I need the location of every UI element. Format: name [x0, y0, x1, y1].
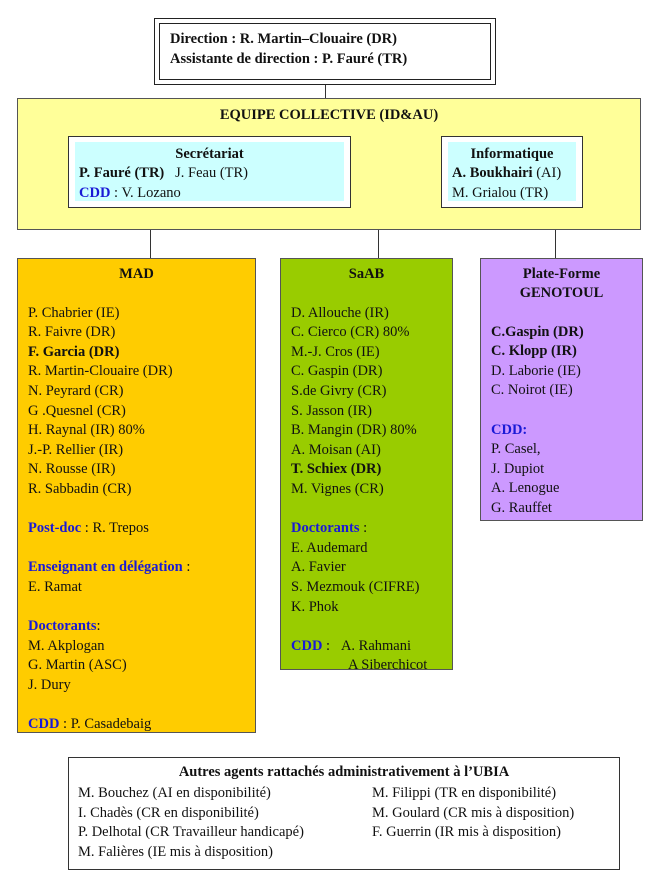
secretariat-member-1: P. Fauré (TR): [79, 165, 165, 181]
saab-member: M. Vignes (CR): [291, 480, 384, 497]
genotoul-cdd-member: A. Lenogue: [491, 480, 560, 497]
genotoul-platform-box: [480, 258, 643, 521]
saab-member: C. Cierco (CR) 80%: [291, 324, 410, 341]
genotoul-member: C. Klopp (IR): [491, 343, 577, 360]
genotoul-member: C. Noirot (IE): [491, 382, 573, 399]
saab-member: T. Schiex (DR): [291, 461, 382, 478]
saab-doctorants-colon: :: [359, 520, 368, 537]
mad-doctorant: M. Akplogan: [28, 637, 105, 654]
saab-doctorant: E. Audemard: [291, 539, 368, 556]
mad-member: R. Martin-Clouaire (DR): [28, 363, 173, 380]
mad-enseignant-colon: :: [182, 559, 191, 576]
genotoul-cdd-member: G. Rauffet: [491, 499, 552, 516]
informatique-member-1: A. Boukhairi: [452, 165, 533, 181]
secretariat-row-cdd: [79, 184, 340, 204]
other-agent: M. Filippi (TR en disponibilité): [372, 785, 557, 801]
mad-member: R. Sabbadin (CR): [28, 480, 132, 497]
mad-enseignant-name: E. Ramat: [28, 578, 82, 595]
mad-doctorants-row: [28, 617, 245, 637]
saab-title: SaAB: [348, 266, 385, 282]
saab-team-box: [280, 258, 453, 674]
other-agent: F. Guerrin (IR mis à disposition): [372, 824, 561, 841]
informatique-member-2: M. Grialou (TR): [452, 184, 549, 201]
mad-doctorants-label: Doctorants: [28, 618, 97, 635]
mad-team-box: [17, 258, 256, 733]
mad-enseignant-label: Enseignant en délégation: [28, 559, 183, 576]
genotoul-cdd-label: CDD: [491, 421, 523, 438]
mad-member: G .Quesnel (CR): [28, 402, 126, 419]
assistant-line: Assistante de direction : P. Fauré (TR): [170, 50, 408, 67]
mad-doctorants-colon: :: [96, 618, 101, 635]
mad-enseignant-row: [28, 558, 245, 578]
other-agents-left-column: [78, 784, 304, 862]
secretariat-member-2: J. Feau (TR): [175, 165, 249, 181]
other-agent: M. Goulard (CR mis à disposition): [372, 804, 575, 821]
mad-cdd-row: [28, 715, 245, 735]
saab-doctorants-label: Doctorants: [291, 520, 360, 537]
saab-cdd-name: A. Rahmani: [340, 637, 412, 654]
saab-doctorant: K. Phok: [291, 598, 339, 615]
secretariat-row-1: [79, 164, 340, 184]
mad-member: N. Rousse (IR): [28, 461, 116, 478]
saab-doctorants-row: [291, 519, 442, 539]
genotoul-title-1: Plate-Forme: [522, 266, 601, 282]
direction-inner-box: [159, 23, 491, 80]
other-agent: P. Delhotal (CR Travailleur handicapé): [78, 824, 304, 841]
informatique-member-1-grade: (AI): [532, 165, 562, 181]
saab-member: S.de Givry (CR): [291, 382, 387, 399]
saab-cdd-name-2: A Siberchicot: [348, 657, 428, 674]
secretariat-cdd-label: CDD: [79, 184, 111, 201]
saab-member: S. Jasson (IR): [291, 402, 372, 419]
secretariat-cdd-name: : V. Lozano: [110, 184, 181, 201]
saab-cdd-colon: :: [322, 637, 331, 654]
direction-box: [154, 18, 496, 85]
mad-doctorant: G. Martin (ASC): [28, 657, 127, 674]
equipe-collective-title: EQUIPE COLLECTIVE (ID&AU): [219, 107, 439, 123]
mad-member: P. Chabrier (IE): [28, 304, 120, 321]
mad-postdoc-row: [28, 519, 245, 539]
mad-member: N. Peyrard (CR): [28, 382, 124, 399]
saab-member: A. Moisan (AI): [291, 441, 381, 458]
mad-member: J.-P. Rellier (IR): [28, 441, 124, 458]
mad-member: F. Garcia (DR): [28, 343, 120, 360]
genotoul-cdd-row: [491, 421, 632, 441]
mad-postdoc-label: Post-doc: [28, 520, 82, 537]
saab-member: D. Allouche (IR): [291, 304, 389, 321]
saab-member: C. Gaspin (DR): [291, 363, 383, 380]
genotoul-cdd-member: J. Dupiot: [491, 460, 545, 477]
mad-cdd-name: : P. Casadebaig: [59, 716, 152, 733]
direction-line: Direction : R. Martin–Clouaire (DR): [170, 31, 397, 47]
mad-postdoc-name: : R. Trepos: [81, 520, 149, 537]
informatique-title: Informatique: [470, 146, 554, 162]
connector-direction-collective: [325, 85, 326, 98]
connector-collective-saab: [378, 230, 379, 258]
genotoul-cdd-member: P. Casel,: [491, 441, 541, 458]
other-agents-title: Autres agents rattachés administrativement à l’UBIA: [178, 764, 510, 780]
other-agents-box: [68, 757, 620, 870]
other-agents-right-column: [372, 784, 574, 843]
saab-doctorant: A. Favier: [291, 559, 346, 576]
saab-member: B. Mangin (DR) 80%: [291, 422, 417, 439]
mad-doctorant: J. Dury: [28, 676, 71, 693]
mad-member: H. Raynal (IR) 80%: [28, 422, 145, 439]
mad-cdd-label: CDD: [28, 716, 60, 733]
mad-title: MAD: [119, 266, 154, 282]
secretariat-box: [68, 136, 351, 208]
genotoul-member: C.Gaspin (DR): [491, 323, 584, 340]
saab-doctorant: S. Mezmouk (CIFRE): [291, 578, 420, 595]
connector-collective-genotoul: [555, 230, 556, 258]
other-agent: I. Chadès (CR en disponibilité): [78, 804, 259, 821]
other-agent: M. Bouchez (AI en disponibilité): [78, 785, 271, 801]
other-agent: M. Falières (IE mis à disposition): [78, 843, 273, 860]
genotoul-cdd-colon: :: [522, 421, 528, 438]
connector-collective-mad: [150, 230, 151, 258]
saab-member: M.-J. Cros (IE): [291, 343, 380, 360]
mad-member: R. Faivre (DR): [28, 324, 116, 341]
saab-cdd-label: CDD: [291, 637, 323, 654]
genotoul-title-2: GENOTOUL: [519, 285, 604, 301]
informatique-row-1: [452, 164, 572, 184]
secretariat-title: Secrétariat: [175, 146, 244, 162]
informatique-box: [441, 136, 583, 208]
saab-cdd-row: [291, 637, 442, 657]
genotoul-member: D. Laborie (IE): [491, 362, 581, 379]
